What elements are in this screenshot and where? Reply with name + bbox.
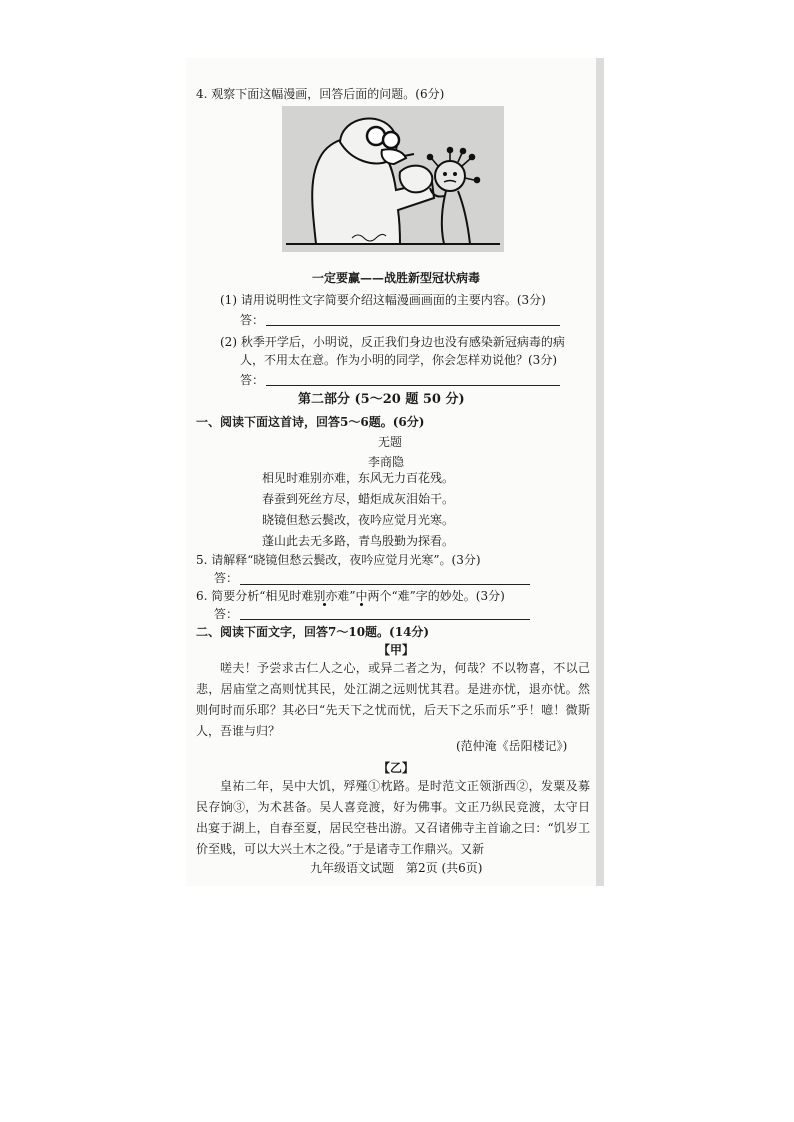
poem-line: 相见时难别亦难，东风无力百花残。 bbox=[262, 471, 455, 485]
answer-line bbox=[240, 584, 530, 585]
passage-jia-label: 【甲】 bbox=[378, 643, 415, 657]
answer-label: 答： bbox=[240, 373, 265, 387]
answer-label: 答： bbox=[214, 607, 239, 621]
q6-prompt: 6. 简要分析“相见时难别亦难”中两个“难”字的妙处。(3分) bbox=[196, 589, 505, 603]
cartoon-image bbox=[282, 106, 504, 252]
answer-label: 答： bbox=[240, 313, 265, 327]
poem-line: 春蚕到死丝方尽，蜡炬成灰泪始干。 bbox=[262, 492, 455, 506]
answer-line bbox=[266, 385, 560, 386]
poem-title: 无题 bbox=[378, 435, 403, 449]
poem-author: 李商隐 bbox=[368, 455, 405, 469]
section1-heading: 一、阅读下面这首诗，回答5～6题。(6分) bbox=[196, 415, 425, 429]
page-fold-shadow bbox=[596, 58, 604, 886]
q4-prompt: 4. 观察下面这幅漫画，回答后面的问题。(6分) bbox=[196, 87, 445, 101]
passage-jia-source: (范仲淹《岳阳楼记》) bbox=[456, 739, 568, 753]
answer-label: 答： bbox=[214, 571, 239, 585]
emphasis-dot bbox=[323, 603, 326, 606]
poem-line: 晓镜但愁云鬓改，夜吟应觉月光寒。 bbox=[262, 513, 455, 527]
passage-yi-text: 皇祐二年，吴中大饥，殍殣①枕路。是时范文正领浙西②，发粟及募民存饷③，为术甚备。吴人喜竞渡，好为佛事。文正乃纵民竞渡，太守日出宴于湖上，自春至夏，居民空巷出游。又召诸佛寺主首谕之曰：“饥岁工价至贱，可以大兴土木之役。”于是诸寺工作鼎兴。又新 bbox=[196, 779, 590, 856]
q4-sub1: (1) 请用说明性文字简要介绍这幅漫画画面的主要内容。(3分) bbox=[220, 293, 546, 307]
passage-jia-text: 嗟夫！予尝求古仁人之心，或异二者之为，何哉？不以物喜，不以己悲，居庙堂之高则忧其民，处江湖之远则忧其君。是进亦忧，退亦忧。然则何时而乐耶？其必曰“先天下之忧而忧，后天下之乐而乐”乎！噫！微斯人，吾谁与归？ bbox=[196, 661, 590, 738]
poem-body bbox=[262, 468, 562, 552]
q4-sub2-line1: (2) 秋季开学后，小明说，反正我们身边也没有感染新冠病毒的病 bbox=[220, 335, 565, 349]
cartoon-caption: 一定要赢——战胜新型冠状病毒 bbox=[312, 271, 481, 285]
passage-yi-label: 【乙】 bbox=[378, 761, 415, 775]
section2-heading: 二、阅读下面文字，回答7～10题。(14分) bbox=[196, 625, 430, 639]
answer-line bbox=[266, 325, 560, 326]
answer-line bbox=[240, 619, 530, 620]
poem-line: 蓬山此去无多路，青鸟殷勤为探看。 bbox=[262, 534, 455, 548]
cartoon-drawing bbox=[282, 106, 504, 252]
page-footer: 九年级语文试题 第2页 (共6页) bbox=[310, 861, 483, 875]
q5-prompt: 5. 请解释“晓镜但愁云鬓改，夜吟应觉月光寒”。(3分) bbox=[196, 553, 481, 567]
part2-header: 第二部分 (5～20 题 50 分) bbox=[298, 392, 465, 407]
q4-sub2-line2: 人，不用太在意。作为小明的同学，你会怎样劝说他？(3分) bbox=[240, 353, 558, 367]
emphasis-dot bbox=[360, 603, 363, 606]
